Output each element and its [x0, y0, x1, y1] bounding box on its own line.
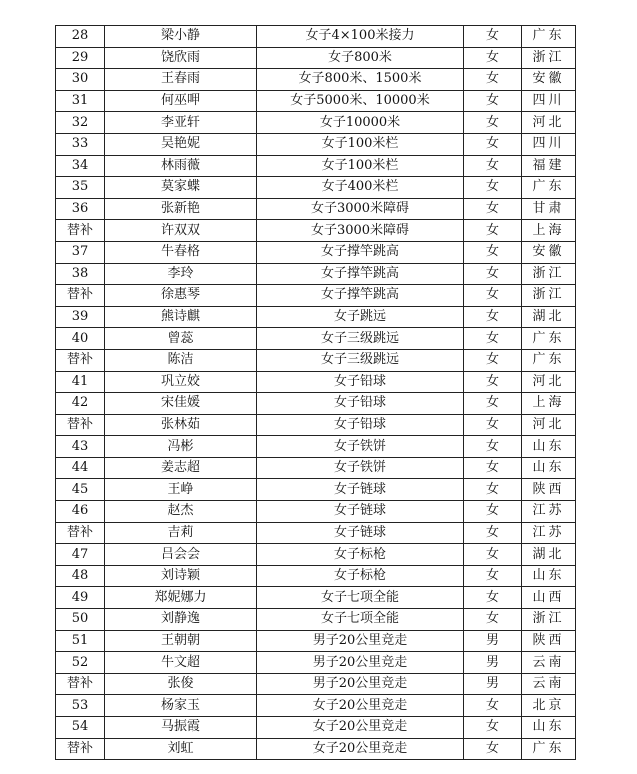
cell-province: 甘肃: [522, 198, 576, 220]
cell-gender: 女: [464, 90, 522, 112]
cell-athlete-name: 张林茹: [105, 414, 257, 436]
cell-number: 53: [56, 695, 105, 717]
cell-athlete-name: 郑妮娜力: [105, 587, 257, 609]
cell-number: 33: [56, 133, 105, 155]
cell-athlete-name: 王朝朝: [105, 630, 257, 652]
cell-athlete-name: 冯彬: [105, 436, 257, 458]
cell-event: 女子20公里竞走: [257, 717, 464, 739]
cell-athlete-name: 曾蕊: [105, 328, 257, 350]
cell-event: 女子链球: [257, 522, 464, 544]
table-row: [56, 328, 576, 350]
cell-gender: 女: [464, 609, 522, 631]
table-row: [56, 371, 576, 393]
cell-gender: 女: [464, 177, 522, 199]
cell-athlete-name: 赵杰: [105, 501, 257, 523]
cell-event: 女子链球: [257, 501, 464, 523]
cell-province: 北京: [522, 695, 576, 717]
cell-province: 山东: [522, 457, 576, 479]
cell-event: 男子20公里竞走: [257, 673, 464, 695]
cell-athlete-name: 牛春格: [105, 241, 257, 263]
cell-province: 山西: [522, 587, 576, 609]
cell-event: 男子20公里竞走: [257, 652, 464, 674]
cell-number: 36: [56, 198, 105, 220]
cell-event: 女子100米栏: [257, 155, 464, 177]
cell-number: 38: [56, 263, 105, 285]
cell-athlete-name: 马振霞: [105, 717, 257, 739]
cell-number: 45: [56, 479, 105, 501]
cell-athlete-name: 王春雨: [105, 69, 257, 91]
cell-gender: 女: [464, 565, 522, 587]
cell-athlete-name: 王峥: [105, 479, 257, 501]
cell-event: 女子链球: [257, 479, 464, 501]
table-row: [56, 198, 576, 220]
cell-province: 河北: [522, 112, 576, 134]
cell-gender: 女: [464, 220, 522, 242]
cell-province: 云南: [522, 652, 576, 674]
cell-athlete-name: 吕会会: [105, 544, 257, 566]
table-row: [56, 479, 576, 501]
cell-number: 51: [56, 630, 105, 652]
table-row: [56, 436, 576, 458]
cell-event: 女子跳远: [257, 306, 464, 328]
cell-province: 云南: [522, 673, 576, 695]
cell-event: 女子撑竿跳高: [257, 285, 464, 307]
cell-event: 女子20公里竞走: [257, 695, 464, 717]
cell-number: 40: [56, 328, 105, 350]
cell-number: 替补: [56, 673, 105, 695]
table-row: [56, 414, 576, 436]
table-row: [56, 349, 576, 371]
cell-event: 女子3000米障碍: [257, 198, 464, 220]
table-row: [56, 306, 576, 328]
table-row: [56, 69, 576, 91]
cell-athlete-name: 张俊: [105, 673, 257, 695]
cell-province: 上海: [522, 393, 576, 415]
cell-gender: 男: [464, 652, 522, 674]
cell-gender: 女: [464, 306, 522, 328]
cell-gender: 女: [464, 263, 522, 285]
cell-event: 女子七项全能: [257, 587, 464, 609]
cell-event: 女子撑竿跳高: [257, 241, 464, 263]
cell-province: 湖北: [522, 544, 576, 566]
cell-number: 替补: [56, 738, 105, 760]
cell-gender: 女: [464, 544, 522, 566]
cell-number: 32: [56, 112, 105, 134]
cell-province: 广东: [522, 349, 576, 371]
cell-number: 34: [56, 155, 105, 177]
cell-event: 女子100米栏: [257, 133, 464, 155]
cell-event: 女子铅球: [257, 371, 464, 393]
cell-event: 女子4×100米接力: [257, 26, 464, 48]
cell-number: 30: [56, 69, 105, 91]
cell-province: 山东: [522, 436, 576, 458]
cell-province: 安徽: [522, 241, 576, 263]
cell-province: 浙江: [522, 47, 576, 69]
cell-athlete-name: 刘虹: [105, 738, 257, 760]
cell-gender: 女: [464, 393, 522, 415]
cell-event: 女子标枪: [257, 544, 464, 566]
cell-gender: 女: [464, 457, 522, 479]
cell-gender: 男: [464, 630, 522, 652]
cell-athlete-name: 徐惠琴: [105, 285, 257, 307]
cell-province: 广东: [522, 738, 576, 760]
cell-athlete-name: 宋佳媛: [105, 393, 257, 415]
cell-province: 广东: [522, 26, 576, 48]
cell-number: 替补: [56, 522, 105, 544]
cell-gender: 女: [464, 133, 522, 155]
table-row: [56, 220, 576, 242]
table-row: [56, 630, 576, 652]
cell-athlete-name: 李亚轩: [105, 112, 257, 134]
cell-province: 河北: [522, 371, 576, 393]
cell-athlete-name: 梁小静: [105, 26, 257, 48]
cell-athlete-name: 杨家玉: [105, 695, 257, 717]
table-row: [56, 522, 576, 544]
table-row: [56, 609, 576, 631]
cell-gender: 女: [464, 371, 522, 393]
cell-gender: 女: [464, 436, 522, 458]
cell-event: 女子七项全能: [257, 609, 464, 631]
cell-event: 女子撑竿跳高: [257, 263, 464, 285]
table-row: [56, 263, 576, 285]
cell-gender: 女: [464, 328, 522, 350]
cell-athlete-name: 吉莉: [105, 522, 257, 544]
table-row: [56, 155, 576, 177]
cell-province: 山东: [522, 565, 576, 587]
cell-province: 浙江: [522, 609, 576, 631]
cell-event: 女子标枪: [257, 565, 464, 587]
cell-number: 29: [56, 47, 105, 69]
cell-province: 浙江: [522, 285, 576, 307]
cell-number: 54: [56, 717, 105, 739]
cell-number: 46: [56, 501, 105, 523]
cell-athlete-name: 吴艳妮: [105, 133, 257, 155]
cell-number: 替补: [56, 349, 105, 371]
cell-number: 39: [56, 306, 105, 328]
table-row: [56, 26, 576, 48]
cell-gender: 女: [464, 349, 522, 371]
cell-athlete-name: 牛文超: [105, 652, 257, 674]
cell-province: 山东: [522, 717, 576, 739]
cell-gender: 女: [464, 47, 522, 69]
cell-gender: 女: [464, 155, 522, 177]
table-row: [56, 457, 576, 479]
cell-number: 替补: [56, 285, 105, 307]
cell-gender: 女: [464, 285, 522, 307]
cell-province: 上海: [522, 220, 576, 242]
cell-event: 男子20公里竞走: [257, 630, 464, 652]
cell-number: 49: [56, 587, 105, 609]
cell-number: 44: [56, 457, 105, 479]
table-row: [56, 738, 576, 760]
table-row: [56, 565, 576, 587]
cell-gender: 女: [464, 241, 522, 263]
cell-province: 广东: [522, 177, 576, 199]
cell-event: 女子三级跳远: [257, 328, 464, 350]
table-row: [56, 717, 576, 739]
table-row: [56, 673, 576, 695]
cell-event: 女子3000米障碍: [257, 220, 464, 242]
cell-province: 四川: [522, 90, 576, 112]
cell-athlete-name: 姜志超: [105, 457, 257, 479]
cell-event: 女子400米栏: [257, 177, 464, 199]
cell-province: 湖北: [522, 306, 576, 328]
cell-athlete-name: 刘静逸: [105, 609, 257, 631]
cell-gender: 女: [464, 414, 522, 436]
cell-event: 女子800米: [257, 47, 464, 69]
cell-event: 女子铁饼: [257, 436, 464, 458]
cell-number: 42: [56, 393, 105, 415]
cell-athlete-name: 张新艳: [105, 198, 257, 220]
cell-gender: 女: [464, 112, 522, 134]
cell-athlete-name: 李玲: [105, 263, 257, 285]
cell-athlete-name: 许双双: [105, 220, 257, 242]
cell-gender: 女: [464, 501, 522, 523]
cell-event: 女子三级跳远: [257, 349, 464, 371]
table-row: [56, 501, 576, 523]
cell-event: 女子铁饼: [257, 457, 464, 479]
cell-event: 女子20公里竞走: [257, 738, 464, 760]
cell-province: 浙江: [522, 263, 576, 285]
cell-province: 河北: [522, 414, 576, 436]
cell-province: 四川: [522, 133, 576, 155]
cell-number: 替补: [56, 414, 105, 436]
cell-number: 41: [56, 371, 105, 393]
cell-event: 女子10000米: [257, 112, 464, 134]
cell-athlete-name: 饶欣雨: [105, 47, 257, 69]
table-row: [56, 112, 576, 134]
cell-gender: 女: [464, 26, 522, 48]
cell-number: 50: [56, 609, 105, 631]
cell-gender: 女: [464, 69, 522, 91]
cell-event: 女子5000米、10000米: [257, 90, 464, 112]
table-row: [56, 393, 576, 415]
cell-province: 陕西: [522, 630, 576, 652]
cell-gender: 女: [464, 198, 522, 220]
cell-athlete-name: 何巫呷: [105, 90, 257, 112]
table-row: [56, 285, 576, 307]
table-row: [56, 133, 576, 155]
table-row: [56, 544, 576, 566]
cell-athlete-name: 莫家蝶: [105, 177, 257, 199]
cell-athlete-name: 林雨薇: [105, 155, 257, 177]
table-row: [56, 47, 576, 69]
cell-province: 陕西: [522, 479, 576, 501]
cell-number: 37: [56, 241, 105, 263]
cell-number: 替补: [56, 220, 105, 242]
cell-gender: 女: [464, 522, 522, 544]
cell-event: 女子800米、1500米: [257, 69, 464, 91]
cell-number: 47: [56, 544, 105, 566]
table-row: [56, 241, 576, 263]
table-row: [56, 652, 576, 674]
table-row: [56, 695, 576, 717]
cell-athlete-name: 熊诗麒: [105, 306, 257, 328]
cell-gender: 女: [464, 587, 522, 609]
cell-athlete-name: 巩立姣: [105, 371, 257, 393]
cell-province: 广东: [522, 328, 576, 350]
cell-event: 女子铅球: [257, 414, 464, 436]
cell-event: 女子铅球: [257, 393, 464, 415]
cell-number: 52: [56, 652, 105, 674]
cell-gender: 女: [464, 695, 522, 717]
cell-province: 江苏: [522, 501, 576, 523]
roster-table-body: [56, 26, 576, 760]
cell-number: 43: [56, 436, 105, 458]
table-row: [56, 90, 576, 112]
cell-athlete-name: 刘诗颖: [105, 565, 257, 587]
cell-gender: 男: [464, 673, 522, 695]
cell-province: 安徽: [522, 69, 576, 91]
cell-province: 福建: [522, 155, 576, 177]
cell-athlete-name: 陈洁: [105, 349, 257, 371]
cell-number: 28: [56, 26, 105, 48]
cell-number: 31: [56, 90, 105, 112]
cell-number: 35: [56, 177, 105, 199]
athlete-roster-table: [55, 25, 576, 760]
cell-gender: 女: [464, 738, 522, 760]
cell-gender: 女: [464, 717, 522, 739]
table-row: [56, 587, 576, 609]
table-row: [56, 177, 576, 199]
cell-province: 江苏: [522, 522, 576, 544]
cell-gender: 女: [464, 479, 522, 501]
cell-number: 48: [56, 565, 105, 587]
